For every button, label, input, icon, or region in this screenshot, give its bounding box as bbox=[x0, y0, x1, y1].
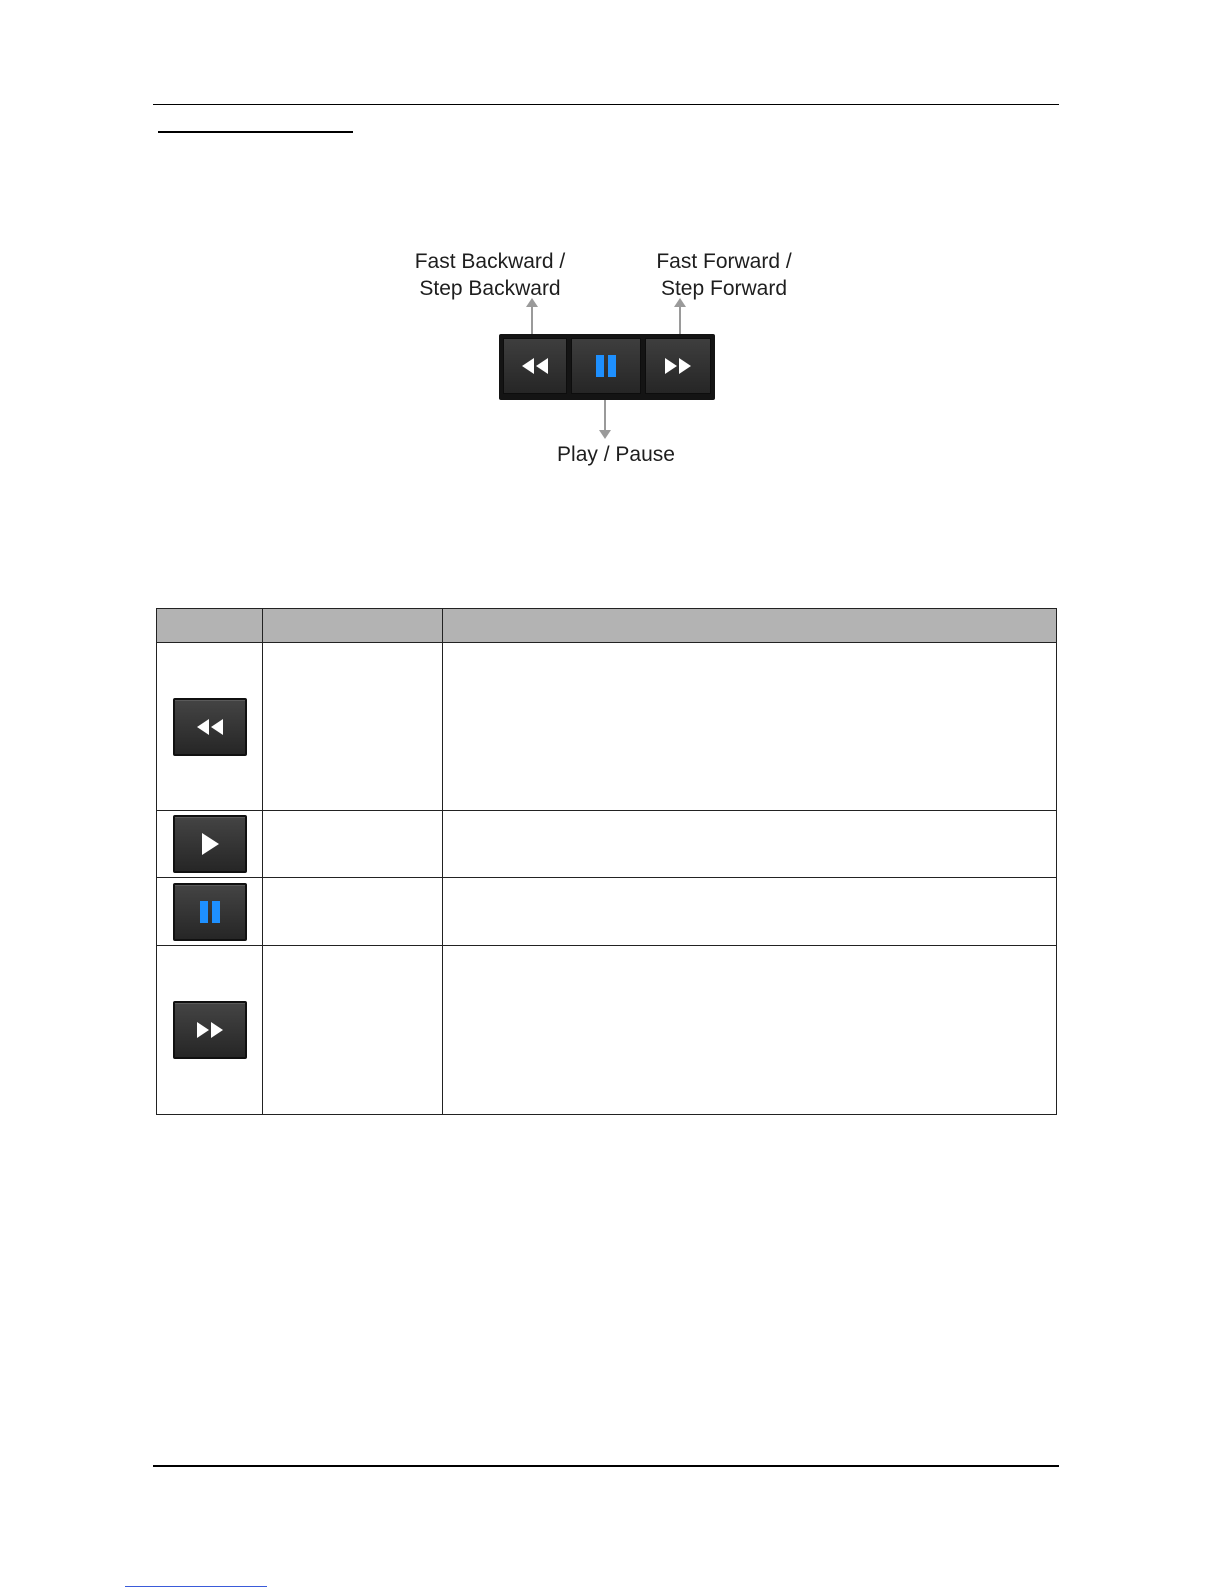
arrow-down-head bbox=[599, 430, 611, 439]
callout-fast-forward-line2: Step Forward bbox=[660, 277, 788, 300]
callout-fast-forward bbox=[645, 248, 803, 302]
description-cell bbox=[443, 643, 1057, 811]
rewind-icon bbox=[195, 717, 225, 737]
pause-icon bbox=[198, 900, 222, 924]
header-name bbox=[263, 609, 443, 643]
callout-fast-backward-line1: Fast Backward / bbox=[414, 250, 566, 273]
icon-cell bbox=[157, 946, 263, 1115]
callout-play-pause bbox=[540, 441, 692, 468]
callout-play-pause-label: Play / Pause bbox=[557, 443, 675, 466]
pause-icon bbox=[594, 354, 618, 378]
section-heading-underline bbox=[158, 131, 353, 133]
table-row bbox=[157, 811, 1057, 878]
header-icon bbox=[157, 609, 263, 643]
description-cell bbox=[443, 811, 1057, 878]
table-row bbox=[157, 946, 1057, 1115]
callout-fast-backward bbox=[405, 248, 575, 302]
fast-forward-icon bbox=[663, 356, 693, 376]
pause-button[interactable] bbox=[173, 883, 247, 941]
table-header-row bbox=[157, 609, 1057, 643]
playback-control-bar bbox=[499, 334, 715, 400]
fast-forward-button[interactable] bbox=[173, 1001, 247, 1059]
icon-cell bbox=[157, 643, 263, 811]
table-row bbox=[157, 878, 1057, 946]
bar-fast-forward-button[interactable] bbox=[645, 338, 711, 394]
name-cell bbox=[263, 643, 443, 811]
fast-forward-icon bbox=[195, 1020, 225, 1040]
header-description bbox=[443, 609, 1057, 643]
description-cell bbox=[443, 946, 1057, 1115]
rewind-button[interactable] bbox=[173, 698, 247, 756]
name-cell bbox=[263, 878, 443, 946]
footer-rule bbox=[153, 1465, 1059, 1467]
header-rule bbox=[153, 104, 1059, 105]
bar-rewind-button[interactable] bbox=[503, 338, 567, 394]
name-cell bbox=[263, 946, 443, 1115]
bar-pause-button[interactable] bbox=[571, 338, 641, 394]
table-row bbox=[157, 643, 1057, 811]
callout-fast-forward-line1: Fast Forward / bbox=[656, 250, 792, 273]
playback-controls-table bbox=[156, 608, 1057, 1115]
callout-fast-backward-line2: Step Backward bbox=[419, 277, 561, 300]
playback-controls-figure bbox=[395, 240, 815, 475]
play-button[interactable] bbox=[173, 815, 247, 873]
rewind-icon bbox=[520, 356, 550, 376]
icon-cell bbox=[157, 878, 263, 946]
play-icon bbox=[199, 832, 221, 856]
description-cell bbox=[443, 878, 1057, 946]
name-cell bbox=[263, 811, 443, 878]
icon-cell bbox=[157, 811, 263, 878]
